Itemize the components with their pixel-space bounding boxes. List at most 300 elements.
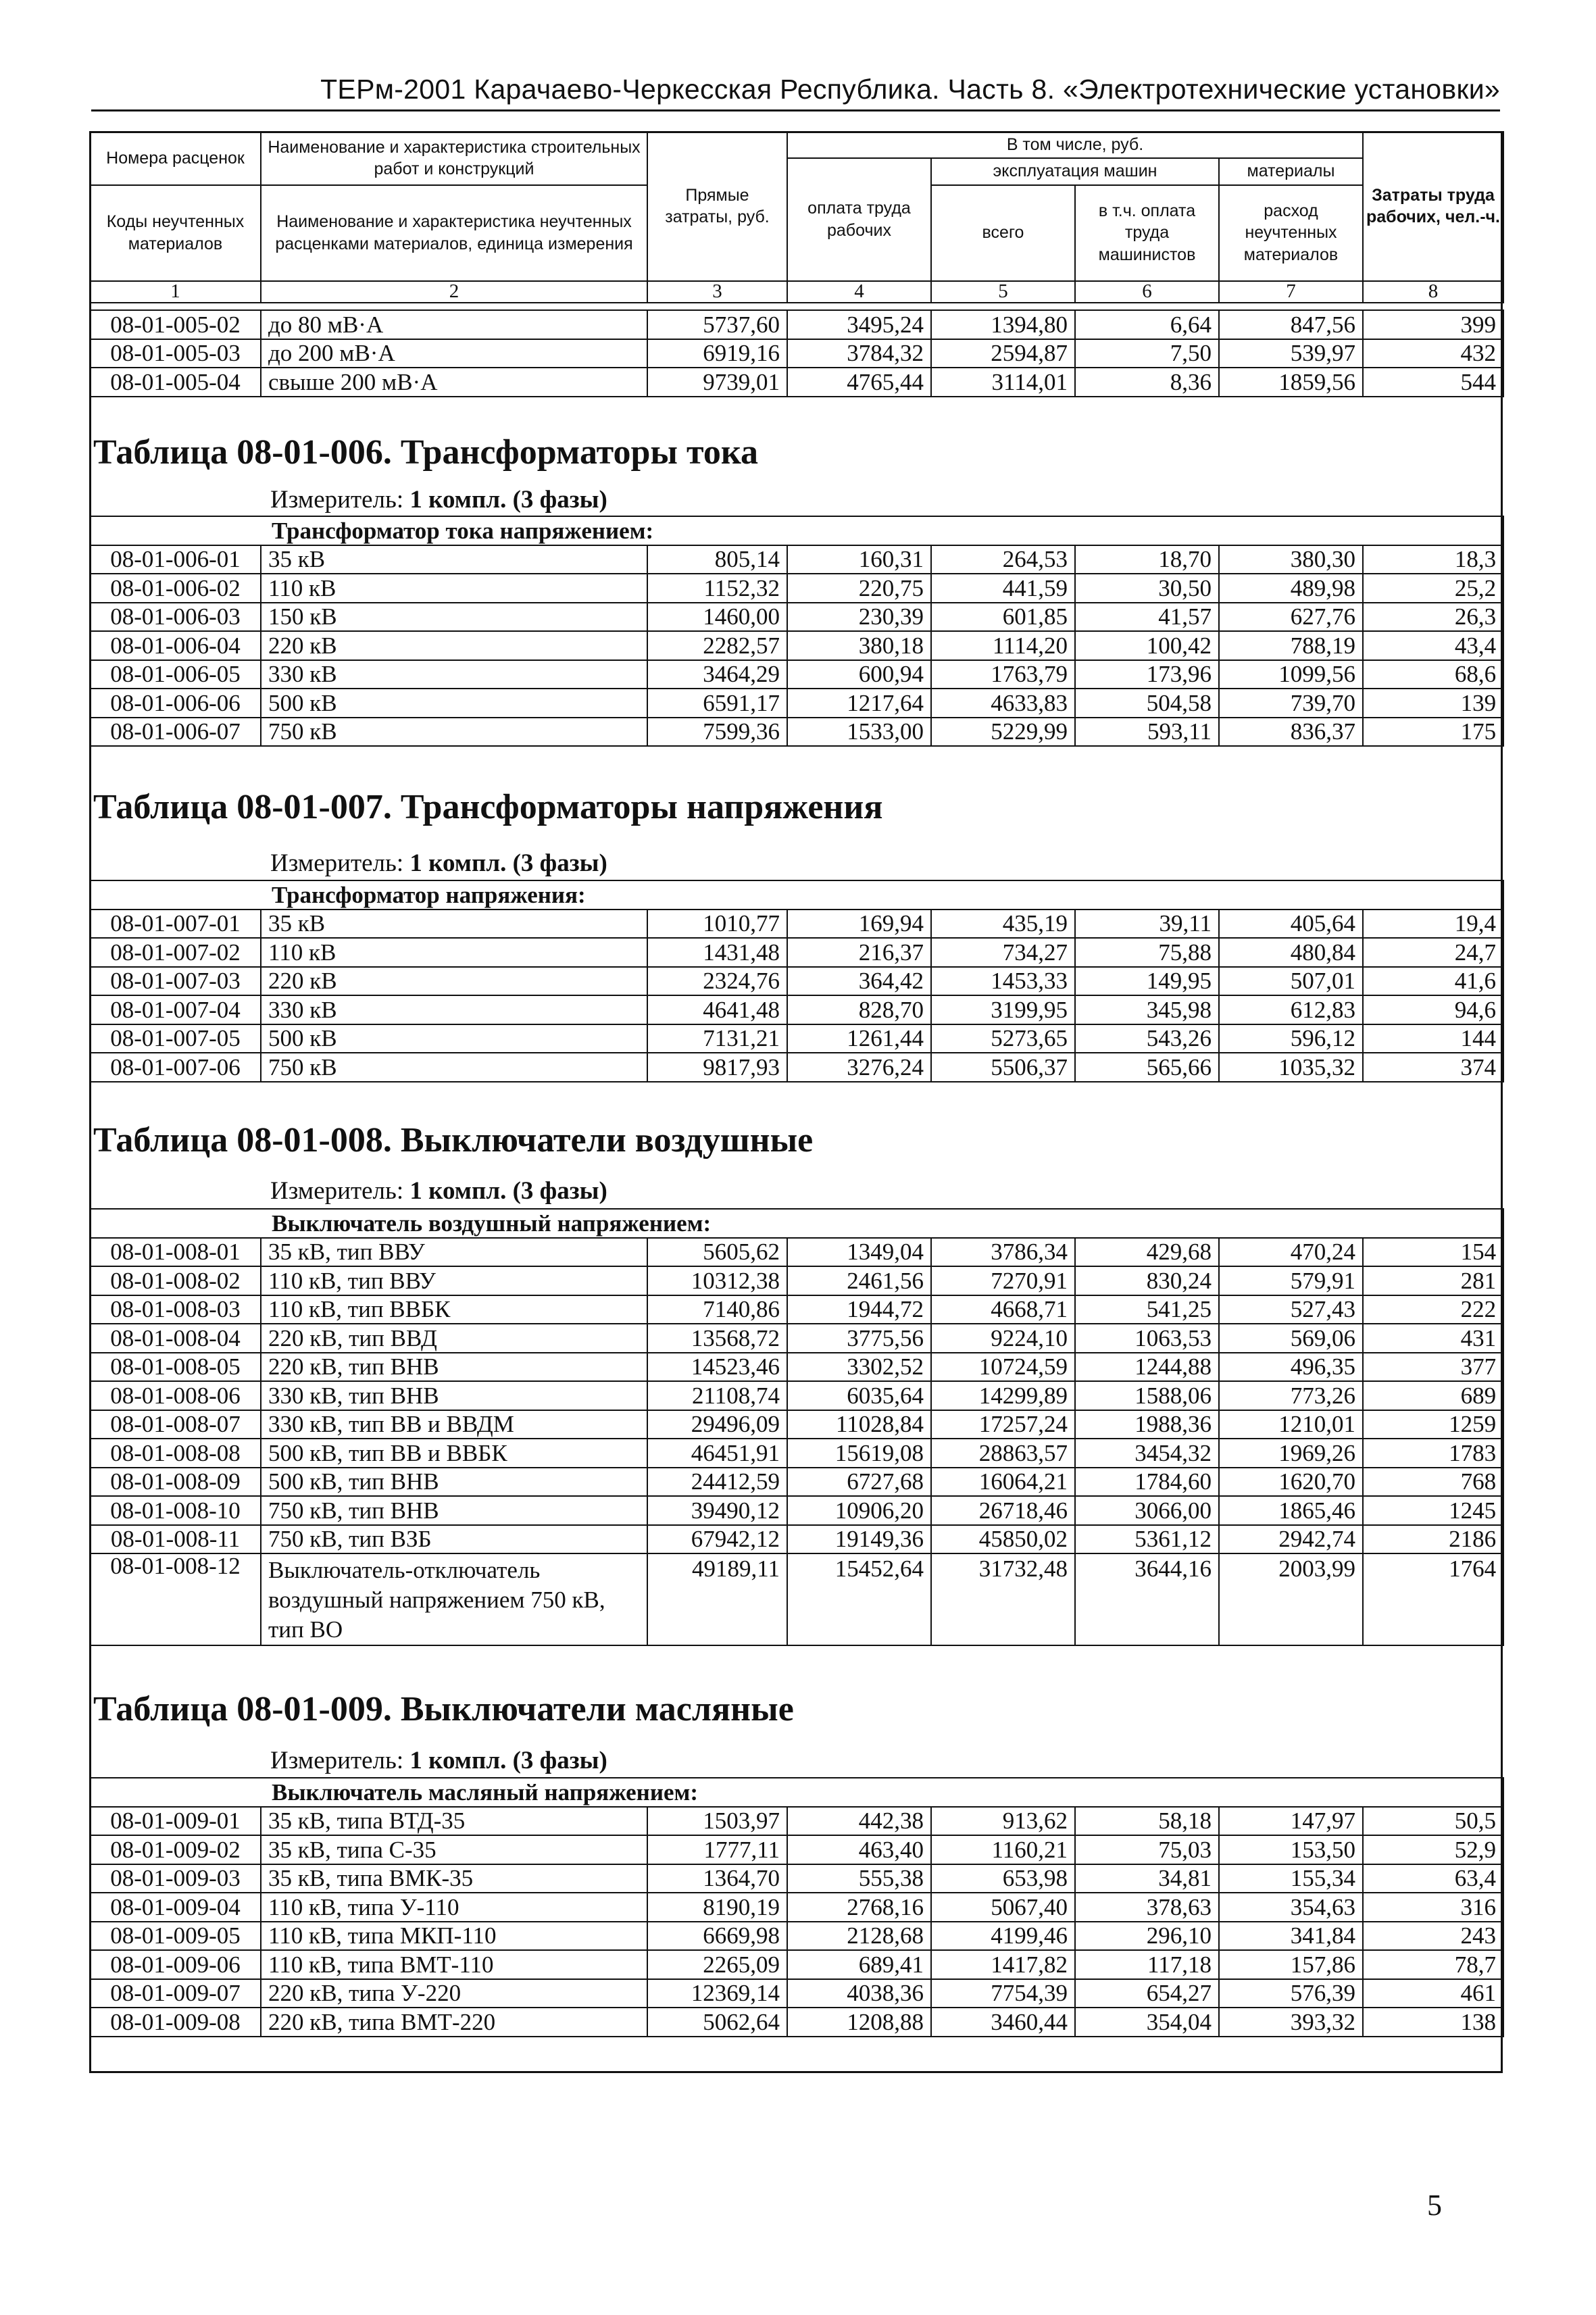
machine-total-cell: 1417,82: [931, 1950, 1075, 1979]
rate-code-cell: 08-01-006-05: [90, 660, 261, 689]
machine-total-cell: 4633,83: [931, 689, 1075, 718]
header-direct-costs: Прямые затраты, руб.: [647, 132, 787, 281]
machine-total-cell: 3786,34: [931, 1238, 1075, 1267]
labor-cost-cell: 68,6: [1363, 660, 1503, 689]
materials-cell: 470,24: [1219, 1238, 1363, 1267]
materials-cell: 788,19: [1219, 631, 1363, 660]
materials-cell: 480,84: [1219, 938, 1363, 967]
workers-pay-cell: 2461,56: [787, 1266, 931, 1295]
direct-cost-cell: 46451,91: [647, 1439, 787, 1468]
work-name-cell: 35 кВ: [261, 910, 647, 939]
machine-total-cell: 10724,59: [931, 1353, 1075, 1382]
rate-code-cell: 08-01-007-03: [90, 967, 261, 996]
table-row: [90, 603, 1503, 632]
work-name-cell: 220 кВ, тип ВВД: [261, 1324, 647, 1353]
direct-cost-cell: 1364,70: [647, 1864, 787, 1893]
machine-total-cell: 1763,79: [931, 660, 1075, 689]
table-row: [90, 310, 1503, 339]
materials-cell: 612,83: [1219, 995, 1363, 1024]
column-index: 8: [1363, 281, 1503, 303]
machine-total-cell: 913,62: [931, 1807, 1075, 1836]
workers-pay-cell: 19149,36: [787, 1525, 931, 1554]
table-row: [90, 1053, 1503, 1082]
machine-total-cell: 14299,89: [931, 1381, 1075, 1410]
workers-pay-cell: 828,70: [787, 995, 931, 1024]
table-subheader: Трансформатор напряжения:: [90, 880, 1503, 910]
machine-total-cell: 16064,21: [931, 1468, 1075, 1497]
table-subheader: Трансформатор тока напряжением:: [90, 516, 1503, 545]
materials-cell: 579,91: [1219, 1266, 1363, 1295]
machinist-pay-cell: 100,42: [1075, 631, 1219, 660]
workers-pay-cell: 1217,64: [787, 689, 931, 718]
work-name-cell: 35 кВ, типа ВТД-35: [261, 1807, 647, 1836]
table-row: [90, 1381, 1503, 1410]
direct-cost-cell: 13568,72: [647, 1324, 787, 1353]
direct-cost-cell: 5605,62: [647, 1238, 787, 1267]
machinist-pay-cell: 41,57: [1075, 603, 1219, 632]
direct-cost-cell: 7599,36: [647, 718, 787, 747]
machinist-pay-cell: 75,03: [1075, 1835, 1219, 1864]
labor-cost-cell: 94,6: [1363, 995, 1503, 1024]
direct-cost-cell: 1152,32: [647, 574, 787, 603]
materials-cell: 1620,70: [1219, 1468, 1363, 1497]
direct-cost-cell: 2282,57: [647, 631, 787, 660]
table-row: [90, 1353, 1503, 1382]
machine-total-cell: 4199,46: [931, 1922, 1075, 1951]
column-index: 5: [931, 281, 1075, 303]
labor-cost-cell: 144: [1363, 1024, 1503, 1053]
materials-cell: 1865,46: [1219, 1496, 1363, 1525]
table-measure-08-01-007: Измеритель: 1 компл. (3 фазы): [270, 849, 607, 877]
table-row: [90, 1979, 1503, 2008]
machine-total-cell: 1160,21: [931, 1835, 1075, 1864]
workers-pay-cell: 3775,56: [787, 1324, 931, 1353]
rates-table-08-01-005: [89, 309, 1504, 397]
materials-cell: 739,70: [1219, 689, 1363, 718]
machinist-pay-cell: 34,81: [1075, 1864, 1219, 1893]
materials-cell: 847,56: [1219, 310, 1363, 339]
machinist-pay-cell: 504,58: [1075, 689, 1219, 718]
direct-cost-cell: 1503,97: [647, 1807, 787, 1836]
machinist-pay-cell: 6,64: [1075, 310, 1219, 339]
direct-cost-cell: 39490,12: [647, 1496, 787, 1525]
direct-cost-cell: 49189,11: [647, 1553, 787, 1645]
rate-code-cell: 08-01-009-01: [90, 1807, 261, 1836]
header-in-that-number: В том числе, руб.: [787, 132, 1363, 158]
workers-pay-cell: 6727,68: [787, 1468, 931, 1497]
machine-total-cell: 5229,99: [931, 718, 1075, 747]
machinist-pay-cell: 1588,06: [1075, 1381, 1219, 1410]
workers-pay-cell: 1261,44: [787, 1024, 931, 1053]
header-material-names: Наименование и характеристика неучтенных расценками материалов, единица измерения: [261, 185, 647, 281]
direct-cost-cell: 3464,29: [647, 660, 787, 689]
direct-cost-cell: 67942,12: [647, 1525, 787, 1554]
workers-pay-cell: 3276,24: [787, 1053, 931, 1082]
table-row: [90, 910, 1503, 939]
machinist-pay-cell: 30,50: [1075, 574, 1219, 603]
machinist-pay-cell: 8,36: [1075, 368, 1219, 397]
work-name-cell: 35 кВ, типа ВМК-35: [261, 1864, 647, 1893]
table-row: [90, 1024, 1503, 1053]
machine-total-cell: 1394,80: [931, 310, 1075, 339]
machinist-pay-cell: 378,63: [1075, 1893, 1219, 1922]
labor-cost-cell: 1783: [1363, 1439, 1503, 1468]
workers-pay-cell: 230,39: [787, 603, 931, 632]
labor-cost-cell: 154: [1363, 1238, 1503, 1267]
direct-cost-cell: 10312,38: [647, 1266, 787, 1295]
machinist-pay-cell: 3644,16: [1075, 1553, 1219, 1645]
labor-cost-cell: 399: [1363, 310, 1503, 339]
machinist-pay-cell: 117,18: [1075, 1950, 1219, 1979]
table-title-08-01-006: Таблица 08-01-006. Трансформаторы тока: [93, 433, 759, 472]
direct-cost-cell: 5062,64: [647, 2008, 787, 2037]
header-unaccounted-materials: расход неучтенных материалов: [1219, 185, 1363, 281]
rate-code-cell: 08-01-006-02: [90, 574, 261, 603]
materials-cell: 2003,99: [1219, 1553, 1363, 1645]
labor-cost-cell: 374: [1363, 1053, 1503, 1082]
machine-total-cell: 26718,46: [931, 1496, 1075, 1525]
rate-code-cell: 08-01-009-08: [90, 2008, 261, 2037]
work-name-cell: 110 кВ, тип ВВБК: [261, 1295, 647, 1324]
workers-pay-cell: 1349,04: [787, 1238, 931, 1267]
rate-code-cell: 08-01-006-03: [90, 603, 261, 632]
table-row: [90, 1553, 1503, 1645]
workers-pay-cell: 6035,64: [787, 1381, 931, 1410]
machinist-pay-cell: 429,68: [1075, 1238, 1219, 1267]
labor-cost-cell: 41,6: [1363, 967, 1503, 996]
machinist-pay-cell: 543,26: [1075, 1024, 1219, 1053]
labor-cost-cell: 1245: [1363, 1496, 1503, 1525]
table-row: [90, 631, 1503, 660]
labor-cost-cell: 281: [1363, 1266, 1503, 1295]
materials-cell: 539,97: [1219, 339, 1363, 368]
labor-cost-cell: 461: [1363, 1979, 1503, 2008]
table-row: [90, 545, 1503, 574]
materials-cell: 380,30: [1219, 545, 1363, 574]
rate-code-cell: 08-01-009-02: [90, 1835, 261, 1864]
materials-cell: 507,01: [1219, 967, 1363, 996]
table-row: [90, 1439, 1503, 1468]
work-name-cell: 330 кВ, тип ВНВ: [261, 1381, 647, 1410]
labor-cost-cell: 316: [1363, 1893, 1503, 1922]
machinist-pay-cell: 654,27: [1075, 1979, 1219, 2008]
labor-cost-cell: 175: [1363, 718, 1503, 747]
subheader-row: [90, 1778, 1503, 1807]
rate-code-cell: 08-01-009-07: [90, 1979, 261, 2008]
materials-cell: 1210,01: [1219, 1410, 1363, 1439]
direct-cost-cell: 2324,76: [647, 967, 787, 996]
direct-cost-cell: 29496,09: [647, 1410, 787, 1439]
machine-total-cell: 601,85: [931, 603, 1075, 632]
rate-code-cell: 08-01-008-06: [90, 1381, 261, 1410]
table-title-08-01-007: Таблица 08-01-007. Трансформаторы напряжения: [93, 788, 883, 826]
table-row: [90, 368, 1503, 397]
direct-cost-cell: 805,14: [647, 545, 787, 574]
machinist-pay-cell: 345,98: [1075, 995, 1219, 1024]
materials-cell: 157,86: [1219, 1950, 1363, 1979]
rate-code-cell: 08-01-008-11: [90, 1525, 261, 1554]
table-row: [90, 1807, 1503, 1836]
machinist-pay-cell: 149,95: [1075, 967, 1219, 996]
header-material-codes: Коды неучтенных материалов: [90, 185, 261, 281]
rate-code-cell: 08-01-006-01: [90, 545, 261, 574]
workers-pay-cell: 220,75: [787, 574, 931, 603]
labor-cost-cell: 19,4: [1363, 910, 1503, 939]
table-row: [90, 1893, 1503, 1922]
rate-code-cell: 08-01-009-05: [90, 1922, 261, 1951]
workers-pay-cell: 15452,64: [787, 1553, 931, 1645]
labor-cost-cell: 63,4: [1363, 1864, 1503, 1893]
machine-total-cell: 7754,39: [931, 1979, 1075, 2008]
table-row: [90, 967, 1503, 996]
work-name-cell: 500 кВ: [261, 1024, 647, 1053]
materials-cell: 1859,56: [1219, 368, 1363, 397]
rate-code-cell: 08-01-007-02: [90, 938, 261, 967]
labor-cost-cell: 431: [1363, 1324, 1503, 1353]
machine-total-cell: 5506,37: [931, 1053, 1075, 1082]
materials-cell: 147,97: [1219, 1807, 1363, 1836]
machine-total-cell: 1114,20: [931, 631, 1075, 660]
machinist-pay-cell: 5361,12: [1075, 1525, 1219, 1554]
materials-cell: 1969,26: [1219, 1439, 1363, 1468]
table-subheader: Выключатель воздушный напряжением:: [90, 1209, 1503, 1238]
table-row: [90, 1324, 1503, 1353]
table-row: [90, 574, 1503, 603]
machinist-pay-cell: 3454,32: [1075, 1439, 1219, 1468]
table-row: [90, 718, 1503, 747]
workers-pay-cell: 442,38: [787, 1807, 931, 1836]
header-work-name: Наименование и характеристика строительных работ и конструкций: [261, 132, 647, 185]
workers-pay-cell: 1208,88: [787, 2008, 931, 2037]
rate-code-cell: 08-01-008-08: [90, 1439, 261, 1468]
direct-cost-cell: 5737,60: [647, 310, 787, 339]
table-row: [90, 1864, 1503, 1893]
labor-cost-cell: 139: [1363, 689, 1503, 718]
table-measure-08-01-009: Измеритель: 1 компл. (3 фазы): [270, 1747, 607, 1774]
running-header-title: ТЕРм-2001 Карачаево-Черкесская Республика. Часть 8. «Электротехнические установки»: [320, 74, 1500, 105]
materials-cell: 527,43: [1219, 1295, 1363, 1324]
machine-total-cell: 5067,40: [931, 1893, 1075, 1922]
labor-cost-cell: 432: [1363, 339, 1503, 368]
rate-code-cell: 08-01-007-06: [90, 1053, 261, 1082]
header-rate-numbers: Номера расценок: [90, 132, 261, 185]
workers-pay-cell: 4038,36: [787, 1979, 931, 2008]
work-name-cell: 750 кВ: [261, 718, 647, 747]
machine-total-cell: 734,27: [931, 938, 1075, 967]
table-row: [90, 689, 1503, 718]
direct-cost-cell: 1460,00: [647, 603, 787, 632]
labor-cost-cell: 26,3: [1363, 603, 1503, 632]
labor-cost-cell: 18,3: [1363, 545, 1503, 574]
materials-cell: 405,64: [1219, 910, 1363, 939]
header-labor-cost: Затраты труда рабочих, чел.-ч.: [1363, 132, 1503, 281]
header-machinist-pay: в т.ч. оплата труда машинистов: [1075, 185, 1219, 281]
machinist-pay-cell: 3066,00: [1075, 1496, 1219, 1525]
machine-total-cell: 3460,44: [931, 2008, 1075, 2037]
table-row: [90, 1266, 1503, 1295]
rate-code-cell: 08-01-005-04: [90, 368, 261, 397]
column-index: 7: [1219, 281, 1363, 303]
subheader-row: [90, 516, 1503, 545]
workers-pay-cell: 3495,24: [787, 310, 931, 339]
workers-pay-cell: 160,31: [787, 545, 931, 574]
machinist-pay-cell: 593,11: [1075, 718, 1219, 747]
workers-pay-cell: 380,18: [787, 631, 931, 660]
materials-cell: 836,37: [1219, 718, 1363, 747]
direct-cost-cell: 9817,93: [647, 1053, 787, 1082]
labor-cost-cell: 43,4: [1363, 631, 1503, 660]
work-name-cell: 35 кВ, тип ВВУ: [261, 1238, 647, 1267]
work-name-cell: 110 кВ, типа У-110: [261, 1893, 647, 1922]
work-name-cell: до 80 мВ·А: [261, 310, 647, 339]
table-measure-08-01-008: Измеритель: 1 компл. (3 фазы): [270, 1177, 607, 1205]
machinist-pay-cell: 541,25: [1075, 1295, 1219, 1324]
work-name-cell: 750 кВ, тип ВНВ: [261, 1496, 647, 1525]
direct-cost-cell: 4641,48: [647, 995, 787, 1024]
machinist-pay-cell: 75,88: [1075, 938, 1219, 967]
machine-total-cell: 441,59: [931, 574, 1075, 603]
machine-total-cell: 2594,87: [931, 339, 1075, 368]
direct-cost-cell: 7131,21: [647, 1024, 787, 1053]
machinist-pay-cell: 830,24: [1075, 1266, 1219, 1295]
work-name-cell: 110 кВ: [261, 938, 647, 967]
table-row: [90, 660, 1503, 689]
labor-cost-cell: 25,2: [1363, 574, 1503, 603]
rate-code-cell: 08-01-006-06: [90, 689, 261, 718]
materials-cell: 2942,74: [1219, 1525, 1363, 1554]
rate-code-cell: 08-01-008-07: [90, 1410, 261, 1439]
workers-pay-cell: 3302,52: [787, 1353, 931, 1382]
machine-total-cell: 5273,65: [931, 1024, 1075, 1053]
work-name-cell: 35 кВ: [261, 545, 647, 574]
machine-total-cell: 9224,10: [931, 1324, 1075, 1353]
rate-code-cell: 08-01-006-07: [90, 718, 261, 747]
materials-cell: 627,76: [1219, 603, 1363, 632]
table-title-08-01-009: Таблица 08-01-009. Выключатели масляные: [93, 1690, 794, 1728]
machinist-pay-cell: 173,96: [1075, 660, 1219, 689]
machine-total-cell: 1453,33: [931, 967, 1075, 996]
work-name-cell: 35 кВ, типа С-35: [261, 1835, 647, 1864]
workers-pay-cell: 2128,68: [787, 1922, 931, 1951]
machinist-pay-cell: 296,10: [1075, 1922, 1219, 1951]
work-name-cell: свыше 200 мВ·А: [261, 368, 647, 397]
work-name-cell: Выключатель-отключатель воздушный напряжением 750 кВ, тип ВО: [261, 1553, 647, 1645]
labor-cost-cell: 52,9: [1363, 1835, 1503, 1864]
work-name-cell: 110 кВ: [261, 574, 647, 603]
table-row: [90, 1468, 1503, 1497]
materials-cell: 489,98: [1219, 574, 1363, 603]
header-machine-total: всего: [931, 185, 1075, 281]
workers-pay-cell: 463,40: [787, 1835, 931, 1864]
table-row: [90, 1835, 1503, 1864]
machinist-pay-cell: 1244,88: [1075, 1353, 1219, 1382]
header-workers-pay: оплата труда рабочих: [787, 158, 931, 281]
rate-code-cell: 08-01-008-10: [90, 1496, 261, 1525]
rate-code-cell: 08-01-009-04: [90, 1893, 261, 1922]
labor-cost-cell: 138: [1363, 2008, 1503, 2037]
machinist-pay-cell: 1784,60: [1075, 1468, 1219, 1497]
materials-cell: 576,39: [1219, 1979, 1363, 2008]
machine-total-cell: 28863,57: [931, 1439, 1075, 1468]
rate-code-cell: 08-01-006-04: [90, 631, 261, 660]
work-name-cell: 220 кВ, тип ВНВ: [261, 1353, 647, 1382]
subheader-row: [90, 880, 1503, 910]
machinist-pay-cell: 58,18: [1075, 1807, 1219, 1836]
workers-pay-cell: 11028,84: [787, 1410, 931, 1439]
work-name-cell: 110 кВ, типа МКП-110: [261, 1922, 647, 1951]
machine-total-cell: 435,19: [931, 910, 1075, 939]
work-name-cell: 110 кВ, типа ВМТ-110: [261, 1950, 647, 1979]
materials-cell: 496,35: [1219, 1353, 1363, 1382]
direct-cost-cell: 6669,98: [647, 1922, 787, 1951]
rate-code-cell: 08-01-008-04: [90, 1324, 261, 1353]
work-name-cell: 330 кВ, тип ВВ и ВВДМ: [261, 1410, 647, 1439]
work-name-cell: 330 кВ: [261, 660, 647, 689]
workers-pay-cell: 1944,72: [787, 1295, 931, 1324]
labor-cost-cell: 78,7: [1363, 1950, 1503, 1979]
direct-cost-cell: 7140,86: [647, 1295, 787, 1324]
workers-pay-cell: 3784,32: [787, 339, 931, 368]
machine-total-cell: 653,98: [931, 1864, 1075, 1893]
column-header-table: [89, 131, 1504, 303]
column-index: 3: [647, 281, 787, 303]
column-index: 6: [1075, 281, 1219, 303]
materials-cell: 569,06: [1219, 1324, 1363, 1353]
work-name-cell: 150 кВ: [261, 603, 647, 632]
rate-code-cell: 08-01-005-03: [90, 339, 261, 368]
table-row: [90, 339, 1503, 368]
workers-pay-cell: 1533,00: [787, 718, 931, 747]
rate-code-cell: 08-01-009-06: [90, 1950, 261, 1979]
machine-total-cell: 264,53: [931, 545, 1075, 574]
work-name-cell: 220 кВ: [261, 631, 647, 660]
table-title-08-01-008: Таблица 08-01-008. Выключатели воздушные: [93, 1121, 814, 1160]
rate-code-cell: 08-01-007-05: [90, 1024, 261, 1053]
work-name-cell: 500 кВ: [261, 689, 647, 718]
labor-cost-cell: 50,5: [1363, 1807, 1503, 1836]
rates-table-08-01-009: [89, 1777, 1504, 2037]
labor-cost-cell: 243: [1363, 1922, 1503, 1951]
work-name-cell: 500 кВ, тип ВНВ: [261, 1468, 647, 1497]
materials-cell: 153,50: [1219, 1835, 1363, 1864]
workers-pay-cell: 555,38: [787, 1864, 931, 1893]
direct-cost-cell: 2265,09: [647, 1950, 787, 1979]
rate-code-cell: 08-01-008-03: [90, 1295, 261, 1324]
workers-pay-cell: 4765,44: [787, 368, 931, 397]
workers-pay-cell: 2768,16: [787, 1893, 931, 1922]
header-machine-operation: эксплуатация машин: [931, 158, 1219, 185]
work-name-cell: 110 кВ, тип ВВУ: [261, 1266, 647, 1295]
materials-cell: 354,63: [1219, 1893, 1363, 1922]
rate-code-cell: 08-01-008-09: [90, 1468, 261, 1497]
rate-code-cell: 08-01-005-02: [90, 310, 261, 339]
header-materials: материалы: [1219, 158, 1363, 185]
workers-pay-cell: 364,42: [787, 967, 931, 996]
direct-cost-cell: 1431,48: [647, 938, 787, 967]
workers-pay-cell: 169,94: [787, 910, 931, 939]
work-name-cell: 750 кВ, тип ВЗБ: [261, 1525, 647, 1554]
machinist-pay-cell: 565,66: [1075, 1053, 1219, 1082]
machinist-pay-cell: 354,04: [1075, 2008, 1219, 2037]
labor-cost-cell: 222: [1363, 1295, 1503, 1324]
rate-code-cell: 08-01-008-12: [90, 1553, 261, 1645]
rate-code-cell: 08-01-007-01: [90, 910, 261, 939]
machine-total-cell: 3114,01: [931, 368, 1075, 397]
workers-pay-cell: 10906,20: [787, 1496, 931, 1525]
table-row: [90, 1496, 1503, 1525]
table-row: [90, 1922, 1503, 1951]
machine-total-cell: 17257,24: [931, 1410, 1075, 1439]
